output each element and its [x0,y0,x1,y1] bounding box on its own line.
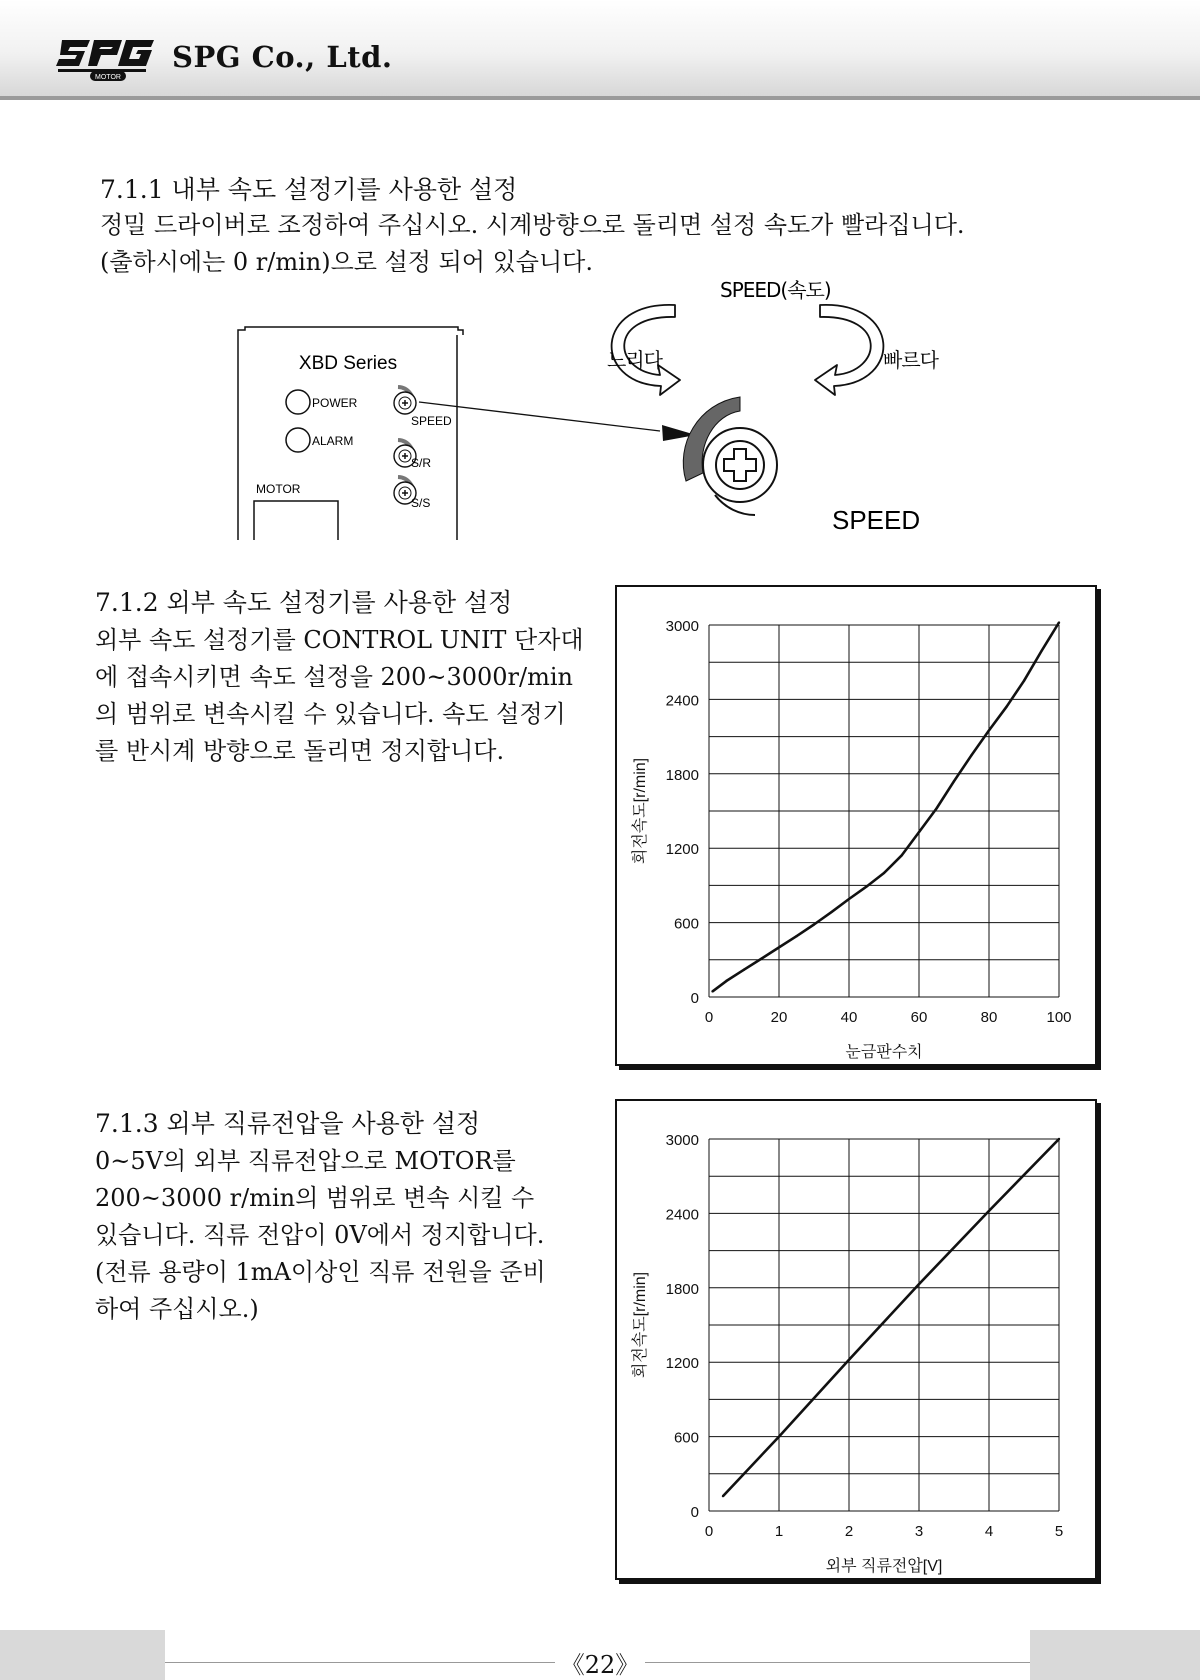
y-tick-label: 600 [673,1429,699,1447]
power-led [286,390,310,414]
data-point [813,923,815,925]
y-tick-label: 1200 [665,841,699,859]
y-tick-label: 600 [673,915,699,933]
x-tick-label: 20 [770,1009,788,1026]
x-tick-label: 100 [1046,1009,1072,1026]
power-label: POWER [312,396,358,410]
section-2-line-3: 의 범위로 변속시킬 수 있습니다. 속도 설정기 [95,700,566,728]
section-2-title: 7.1.2 외부 속도 설정기를 사용한 설정 [95,588,513,617]
section-1-title: 7.1.1 내부 속도 설정기를 사용한 설정 [100,175,518,204]
data-point [1058,1138,1060,1140]
y-axis-title: 회전속도[r/min] [632,1271,649,1379]
fast-label: 빠르다 [883,348,938,372]
data-point [918,831,920,833]
x-tick-label: 5 [1054,1523,1064,1540]
section-1-line-1: 정밀 드라이버로 조정하여 주십시오. 시계방향으로 돌리면 설정 속도가 빨라집니다. [100,211,965,239]
y-tick-label: 3000 [665,618,699,635]
svg-text:MOTOR: MOTOR [95,74,121,81]
data-point [743,969,745,971]
section-2-line-1: 외부 속도 설정기를 CONTROL UNIT 단자대 [95,626,584,654]
speed-knob-icon [683,397,777,515]
data-point [988,729,990,731]
data-point [1040,650,1042,652]
data-point [918,1283,920,1285]
data-point [935,807,937,809]
speed-setting-figure [220,275,950,540]
slow-label: 느리다 [607,348,662,372]
y-tick-label: 1200 [665,1355,699,1373]
data-point [1005,706,1007,708]
x-tick-label: 0 [704,1523,714,1540]
dial-speed-chart [615,585,1097,1066]
voltage-speed-chart [615,1099,1097,1580]
data-point [830,911,832,913]
data-point [848,1359,850,1361]
x-tick-label: 80 [980,1009,998,1026]
voltage-speed-chart-svg [617,1101,1095,1578]
panel-title: XBD Series [298,353,398,374]
alarm-label: ALARM [312,434,354,448]
y-tick-label: 1800 [665,766,699,784]
motor-label: MOTOR [256,482,301,496]
x-tick-label: 0 [704,1009,714,1026]
section-3-line-1: 0~5V의 외부 직류전압으로 MOTOR를 [95,1147,516,1175]
data-point [953,780,955,782]
speed-trimmer-icon [394,387,416,414]
speed-knob-label: SPEED [411,414,452,428]
fast-rotation-arrow-icon [815,305,883,395]
page-number: 《22》 [0,1645,1200,1680]
x-tick-label: 4 [984,1523,994,1540]
y-tick-label: 2400 [665,692,699,710]
section-3-line-3: 있습니다. 직류 전압이 0V에서 정지합니다. [95,1221,545,1249]
header-divider [0,96,1200,100]
data-point [725,980,727,982]
x-tick-label: 40 [840,1009,858,1026]
section-1-line-2: (출하시에는 0 r/min)으로 설정 되어 있습니다. [100,248,593,276]
section-2-line-4: 를 반시계 방향으로 돌리면 정지합니다. [95,737,505,765]
data-point [848,898,850,900]
series-line [713,623,1060,992]
x-axis-title: 외부 직류전압[V] [825,1558,943,1575]
data-point [778,946,780,948]
series-line [723,1139,1059,1496]
y-tick-label: 0 [690,1504,699,1521]
data-point [778,1435,780,1437]
section-3-line-4: (전류 용량이 1mA이상인 직류 전원을 준비 [95,1258,546,1286]
ss-knob-label: S/S [411,496,431,510]
data-point [1023,680,1025,682]
company-name: SPG Co., Ltd. [172,40,393,74]
x-axis-title: 눈금판수치 [845,1044,923,1061]
data-point [760,957,762,959]
data-point [883,872,885,874]
data-point [722,1495,724,1497]
section-3-line-5: 하여 주십시오.) [95,1295,259,1323]
y-axis-title: 회전속도[r/min] [632,757,649,865]
x-tick-label: 60 [910,1009,928,1026]
data-point [865,885,867,887]
speed-knob-caption: SPEED [832,505,921,535]
y-tick-label: 2400 [665,1206,699,1224]
section-3-title: 7.1.3 외부 직류전압을 사용한 설정 [95,1109,481,1138]
data-point [988,1210,990,1212]
alarm-led [286,428,310,452]
x-tick-label: 1 [774,1523,784,1540]
x-tick-label: 3 [914,1523,924,1540]
section-3-line-2: 200~3000 r/min의 범위로 변속 시킬 수 [95,1184,535,1212]
y-tick-label: 0 [690,990,699,1007]
dial-speed-chart-svg [617,587,1095,1064]
data-point [711,990,713,992]
y-tick-label: 3000 [665,1132,699,1149]
data-point [970,754,972,756]
section-2-line-2: 에 접속시키면 속도 설정을 200~3000r/min [95,663,573,691]
speed-caption: SPEED(속도) [720,278,831,302]
x-tick-label: 2 [844,1523,854,1540]
y-tick-label: 1800 [665,1280,699,1298]
sr-knob-label: S/R [411,456,432,470]
data-point [795,935,797,937]
data-point [1058,621,1060,623]
data-point [900,854,902,856]
spg-logo [56,36,154,82]
